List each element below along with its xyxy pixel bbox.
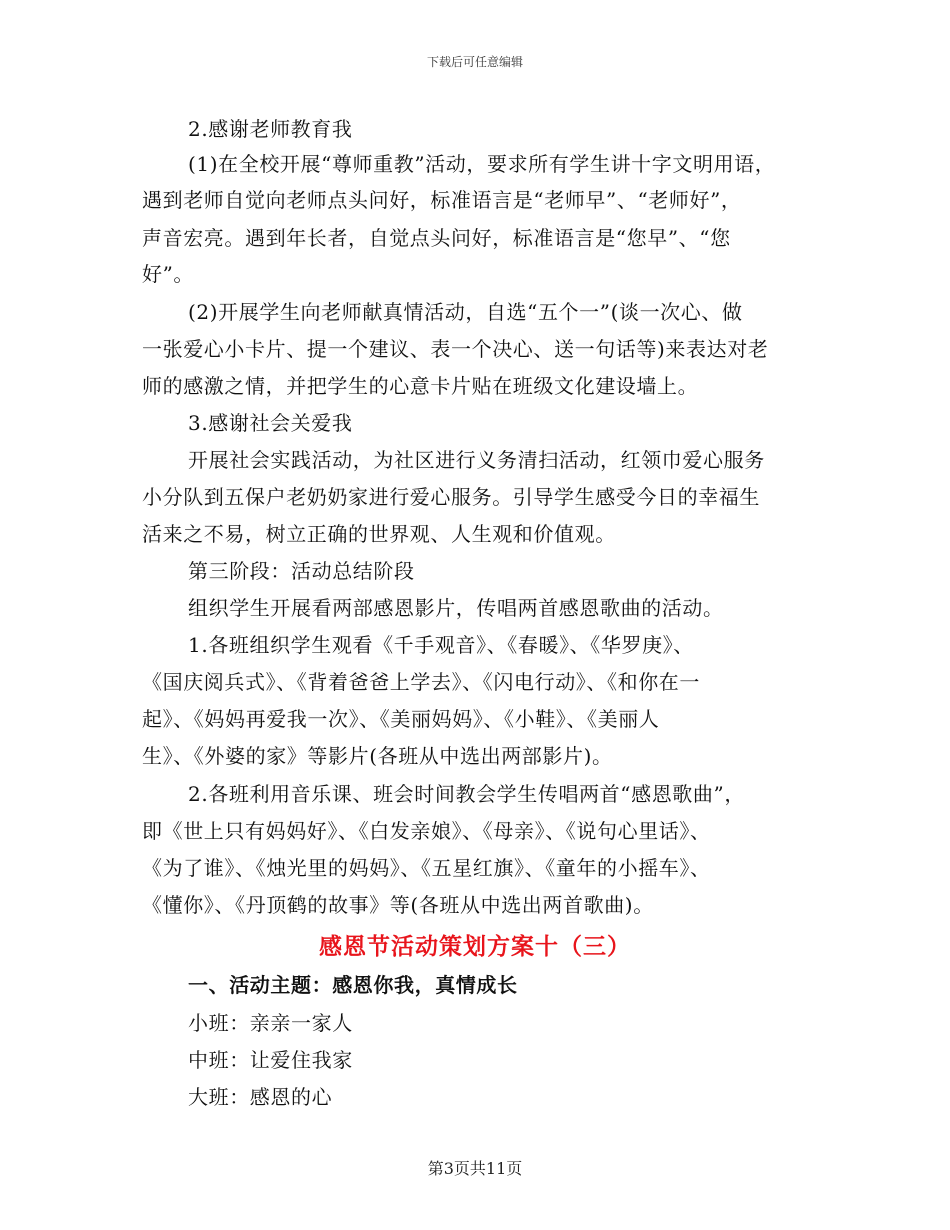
paragraph-line: (1)在全校开展“尊师重教”活动，要求所有学生讲十字文明用语， — [188, 152, 776, 176]
paragraph-line: 《为了谁》、《烛光里的妈妈》、《五星红旗》、《童年的小摇车》、 — [142, 856, 711, 880]
page-number: 第3页共11页 — [427, 1159, 523, 1178]
paragraph-line: 1.各班组织学生观看《千手观音》、《春暖》、《华罗庚》、 — [188, 633, 694, 657]
paragraph-line: 组织学生开展看两部感恩影片，传唱两首感恩歌曲的活动。 — [188, 596, 724, 620]
paragraph-line: 遇到老师自觉向老师点头问好，标准语言是“老师早”、“老师好”， — [142, 188, 742, 212]
page-header-note: 下载后可任意编辑 — [426, 55, 523, 69]
paragraph-line: 《懂你》、《丹顶鹤的故事》等(各班从中选出两首歌曲)。 — [142, 893, 654, 917]
list-item: 小班：亲亲一家人 — [188, 1011, 353, 1035]
list-item: 中班：让爱住我家 — [188, 1048, 353, 1072]
heading-thank-teachers: 2.感谢老师教育我 — [188, 117, 353, 141]
paragraph-line: 《国庆阅兵式》、《背着爸爸上学去》、《闪电行动》、《和你在一 — [142, 670, 700, 694]
paragraph-line: 小分队到五保户老奶奶家进行爱心服务。引导学生感受今日的幸福生 — [142, 485, 760, 509]
paragraph-line: 起》、《妈妈再爱我一次》、《美丽妈妈》、《小鞋》、《美丽人 — [142, 707, 660, 731]
paragraph-line: 即《世上只有妈妈好》、《白发亲娘》、《母亲》、《说句心里话》、 — [142, 819, 711, 843]
section-title: 感恩节活动策划方案十（三） — [319, 934, 631, 960]
heading-thank-society: 3.感谢社会关爱我 — [188, 411, 353, 435]
paragraph-line: 开展社会实践活动，为社区进行义务清扫活动，红领巾爱心服务 — [188, 448, 765, 472]
paragraph-line: 声音宏亮。遇到年长者，自觉点头问好，标准语言是“您早”、“您 — [142, 226, 731, 250]
paragraph-line: 师的感激之情，并把学生的心意卡片贴在班级文化建设墙上。 — [142, 374, 699, 398]
paragraph-line: 2.各班利用音乐课、班会时间教会学生传唱两首“感恩歌曲”， — [188, 782, 745, 806]
paragraph-line: 一张爱心小卡片、提一个建议、表一个决心、送一句话等)来表达对老 — [142, 337, 769, 361]
paragraph-line: (2)开展学生向老师献真情活动，自选“五个一”(谈一次心、做 — [188, 300, 743, 324]
paragraph-line: 好”。 — [142, 262, 195, 286]
subsection-heading: 一、活动主题：感恩你我，真情成长 — [188, 973, 518, 997]
heading-stage-three: 第三阶段：活动总结阶段 — [188, 559, 415, 583]
list-item: 大班：感恩的心 — [188, 1085, 333, 1109]
paragraph-line: 活来之不易，树立正确的世界观、人生观和价值观。 — [142, 522, 616, 546]
paragraph-line: 生》、《外婆的家》等影片(各班从中选出两部影片)。 — [142, 744, 613, 768]
